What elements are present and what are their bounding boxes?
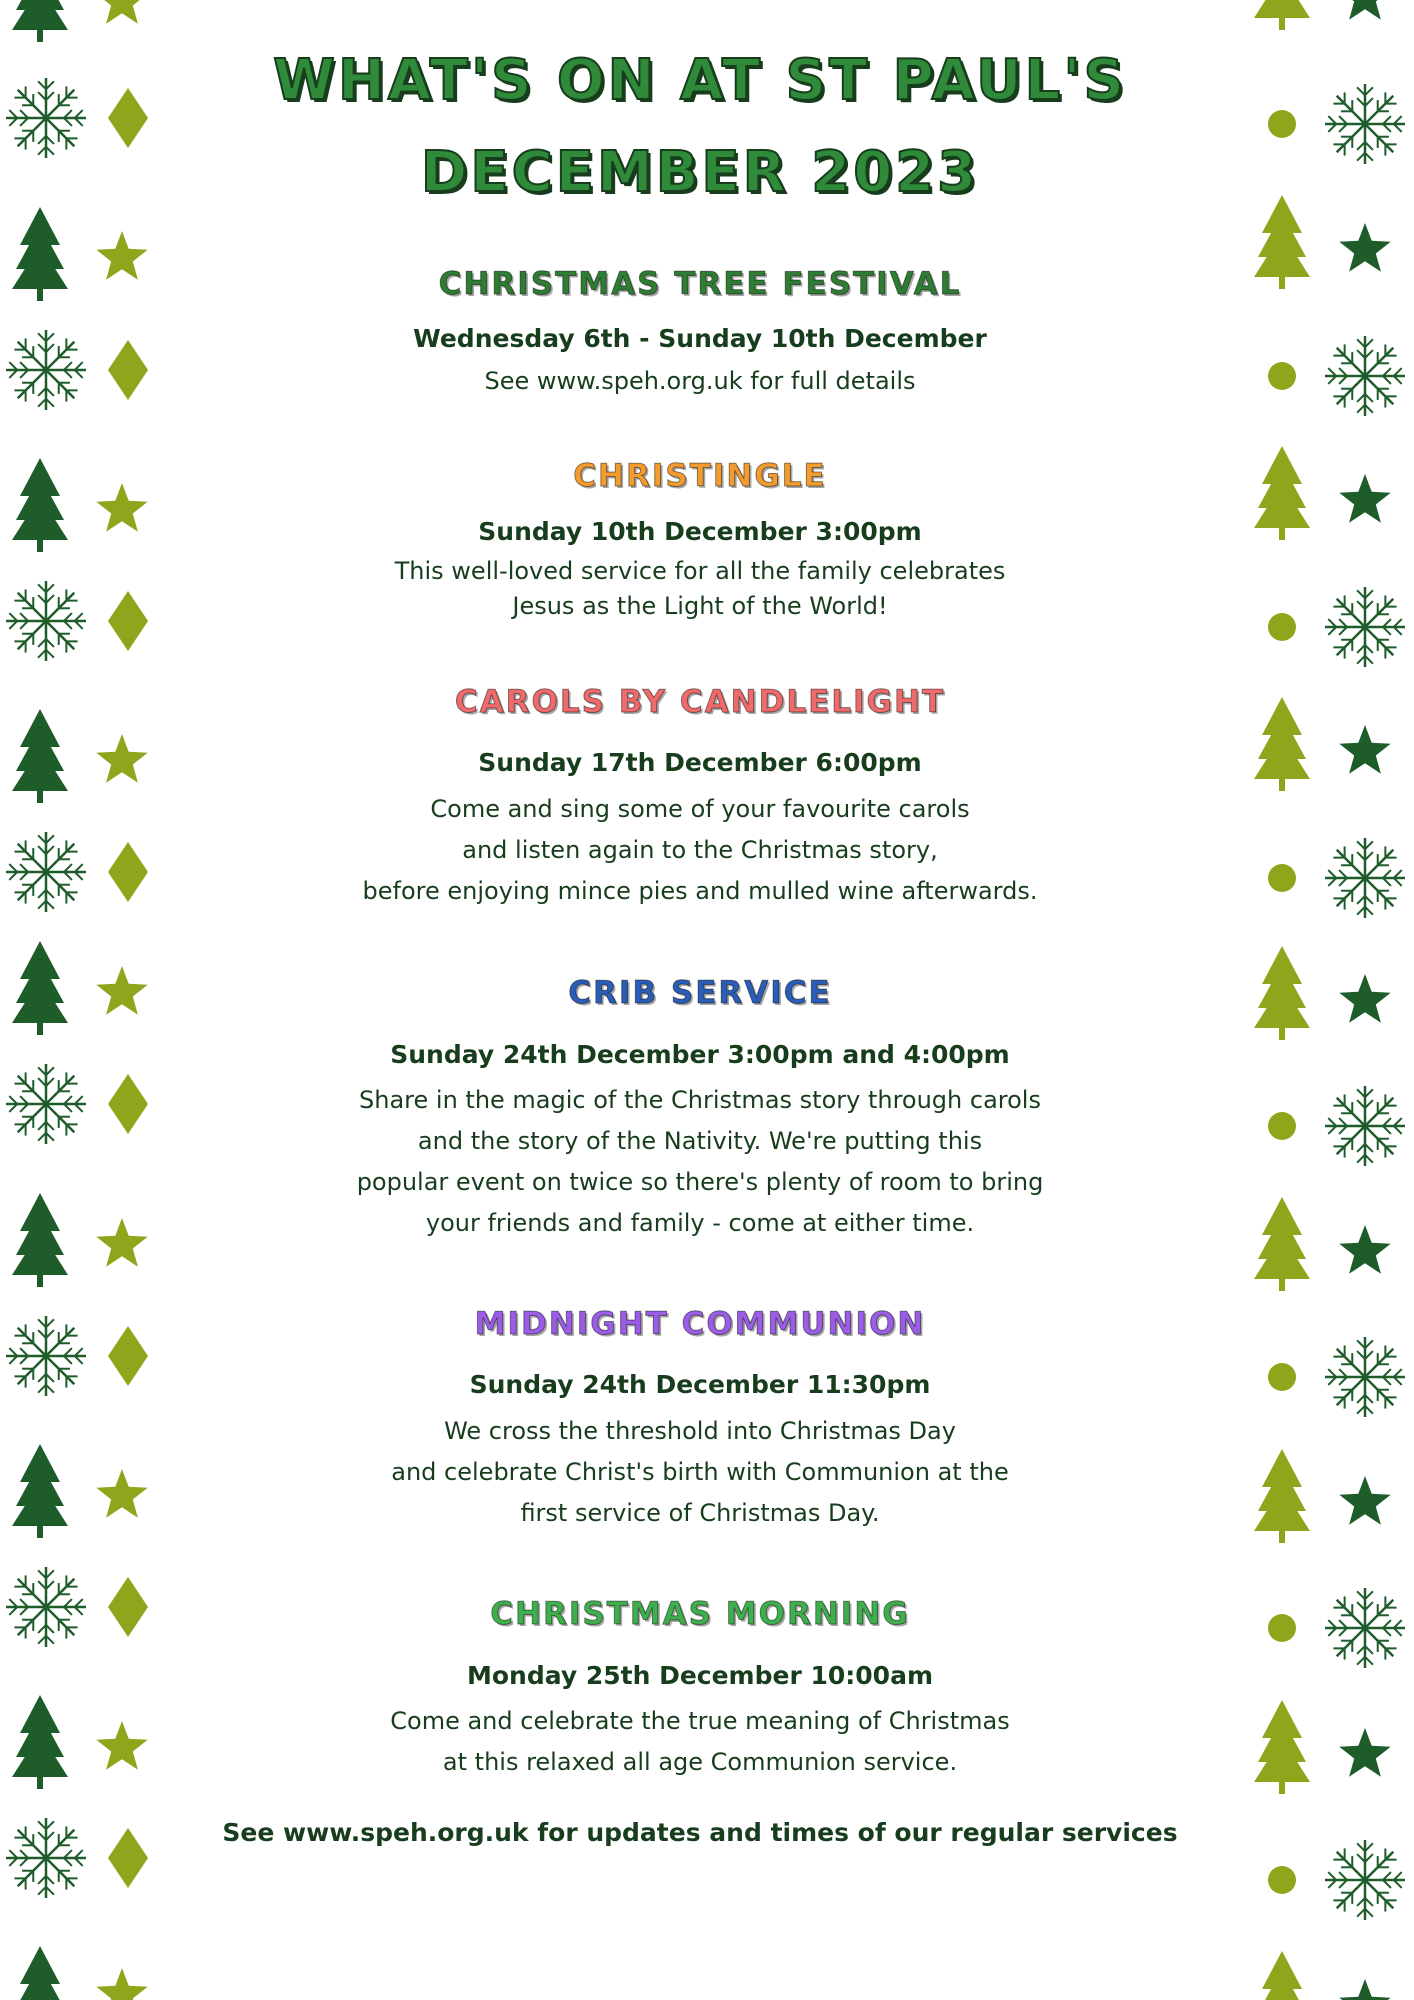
snowflake-icon xyxy=(6,832,86,912)
star-icon xyxy=(96,483,147,532)
snowflake-icon xyxy=(1325,838,1405,918)
star-icon xyxy=(1339,223,1390,272)
diamond-icon xyxy=(108,1577,148,1637)
description-line: Come and sing some of your favourite carols xyxy=(430,795,970,823)
tree-icon xyxy=(1254,0,1310,30)
dot-icon xyxy=(1268,110,1296,138)
star-icon xyxy=(96,0,147,24)
event-title-christmas-morning: CHRISTMAS MORNING xyxy=(490,1596,910,1632)
tree-icon xyxy=(12,207,68,301)
right-decorative-border xyxy=(1244,0,1414,2000)
event-description-christingle xyxy=(200,554,1200,624)
event-title-christingle: CHRISTINGLE xyxy=(573,458,827,494)
tree-icon xyxy=(1254,1449,1310,1543)
description-line: Jesus as the Light of the World! xyxy=(512,592,888,620)
tree-icon xyxy=(1254,446,1310,540)
description-line: We cross the threshold into Christmas Day xyxy=(444,1417,956,1445)
event-description-christmas-morning xyxy=(200,1701,1200,1783)
page-title-line-2: DECEMBER 2023 xyxy=(420,140,980,205)
dot-icon xyxy=(1268,613,1296,641)
star-icon xyxy=(1339,974,1390,1023)
dot-icon xyxy=(1268,362,1296,390)
snowflake-icon xyxy=(6,1818,86,1898)
snowflake-icon xyxy=(1325,1086,1405,1166)
diamond-icon xyxy=(108,591,148,651)
event-title-crib-service: CRIB SERVICE xyxy=(568,975,832,1011)
tree-icon xyxy=(12,1193,68,1287)
description-line: This well-loved service for all the family celebrates xyxy=(394,557,1006,585)
event-title-midnight-communion: MIDNIGHT COMMUNION xyxy=(474,1306,926,1342)
diamond-icon xyxy=(108,1074,148,1134)
snowflake-icon xyxy=(6,1064,86,1144)
star-icon xyxy=(1339,1476,1390,1525)
description-line: and the story of the Nativity. We're putting this xyxy=(417,1127,983,1155)
star-icon xyxy=(96,966,147,1015)
dot-icon xyxy=(1268,1363,1296,1391)
star-icon xyxy=(1339,474,1390,523)
star-icon xyxy=(96,1721,147,1770)
description-line: See www.speh.org.uk for full details xyxy=(484,367,916,395)
tree-icon xyxy=(1254,195,1310,289)
description-line: popular event on twice so there's plenty of room to bring xyxy=(356,1168,1044,1196)
snowflake-icon xyxy=(6,78,86,158)
star-icon xyxy=(96,1968,147,2000)
star-icon xyxy=(1339,1979,1390,2000)
events-poster xyxy=(200,0,1200,2000)
tree-icon xyxy=(12,458,68,552)
snowflake-icon xyxy=(6,330,86,410)
tree-icon xyxy=(12,1444,68,1538)
event-description-christmas-tree-festival xyxy=(200,361,1200,402)
star-icon xyxy=(1339,725,1390,774)
diamond-icon xyxy=(108,1828,148,1888)
description-line: and listen again to the Christmas story, xyxy=(462,836,938,864)
snowflake-icon xyxy=(6,1567,86,1647)
snowflake-icon xyxy=(6,1316,86,1396)
tree-icon xyxy=(1254,697,1310,791)
event-date-christmas-morning: Monday 25th December 10:00am xyxy=(466,1661,933,1690)
page-title-line-1: WHAT'S ON AT ST PAUL'S xyxy=(273,48,1127,113)
diamond-icon xyxy=(108,842,148,902)
description-line: your friends and family - come at either time. xyxy=(425,1209,975,1237)
snowflake-icon xyxy=(1325,84,1405,164)
diamond-icon xyxy=(108,88,148,148)
tree-icon xyxy=(12,1695,68,1789)
tree-icon xyxy=(1254,946,1310,1040)
event-description-carols-by-candlelight xyxy=(200,789,1200,912)
snowflake-icon xyxy=(1325,1337,1405,1417)
dot-icon xyxy=(1268,1866,1296,1894)
tree-icon xyxy=(1254,1197,1310,1291)
tree-icon xyxy=(1254,1951,1310,2000)
description-line: Share in the magic of the Christmas story through carols xyxy=(359,1086,1041,1114)
snowflake-icon xyxy=(1325,1840,1405,1920)
event-description-midnight-communion xyxy=(200,1411,1200,1534)
description-line: before enjoying mince pies and mulled wine afterwards. xyxy=(362,877,1038,905)
event-title-carols-by-candlelight: CAROLS BY CANDLELIGHT xyxy=(454,684,946,720)
event-date-christingle: Sunday 10th December 3:00pm xyxy=(478,517,922,546)
tree-icon xyxy=(1254,1700,1310,1794)
star-icon xyxy=(96,1469,147,1518)
snowflake-icon xyxy=(6,581,86,661)
description-line: first service of Christmas Day. xyxy=(520,1499,880,1527)
event-date-midnight-communion: Sunday 24th December 11:30pm xyxy=(469,1370,931,1399)
footer-website-note: See www.speh.org.uk for updates and times of our regular services xyxy=(222,1818,1178,1847)
star-icon xyxy=(96,1218,147,1267)
star-icon xyxy=(1339,0,1390,20)
dot-icon xyxy=(1268,1614,1296,1642)
snowflake-icon xyxy=(1325,587,1405,667)
star-icon xyxy=(96,231,147,280)
dot-icon xyxy=(1268,1112,1296,1140)
star-icon xyxy=(1339,1728,1390,1777)
event-date-carols-by-candlelight: Sunday 17th December 6:00pm xyxy=(478,748,922,777)
snowflake-icon xyxy=(1325,1588,1405,1668)
diamond-icon xyxy=(108,1326,148,1386)
event-date-christmas-tree-festival: Wednesday 6th - Sunday 10th December xyxy=(413,324,987,353)
description-line: at this relaxed all age Communion service. xyxy=(442,1748,958,1776)
tree-icon xyxy=(12,941,68,1035)
tree-icon xyxy=(12,1946,68,2000)
event-description-crib-service xyxy=(200,1080,1200,1244)
tree-icon xyxy=(12,709,68,803)
description-line: Come and celebrate the true meaning of Christmas xyxy=(390,1707,1010,1735)
description-line: and celebrate Christ's birth with Communion at the xyxy=(391,1458,1009,1486)
snowflake-icon xyxy=(1325,336,1405,416)
star-icon xyxy=(1339,1225,1390,1274)
event-date-crib-service: Sunday 24th December 3:00pm and 4:00pm xyxy=(390,1040,1010,1069)
dot-icon xyxy=(1268,864,1296,892)
event-title-christmas-tree-festival: CHRISTMAS TREE FESTIVAL xyxy=(438,266,962,302)
diamond-icon xyxy=(108,340,148,400)
left-decorative-border xyxy=(0,0,170,2000)
tree-icon xyxy=(12,0,68,42)
star-icon xyxy=(96,734,147,783)
